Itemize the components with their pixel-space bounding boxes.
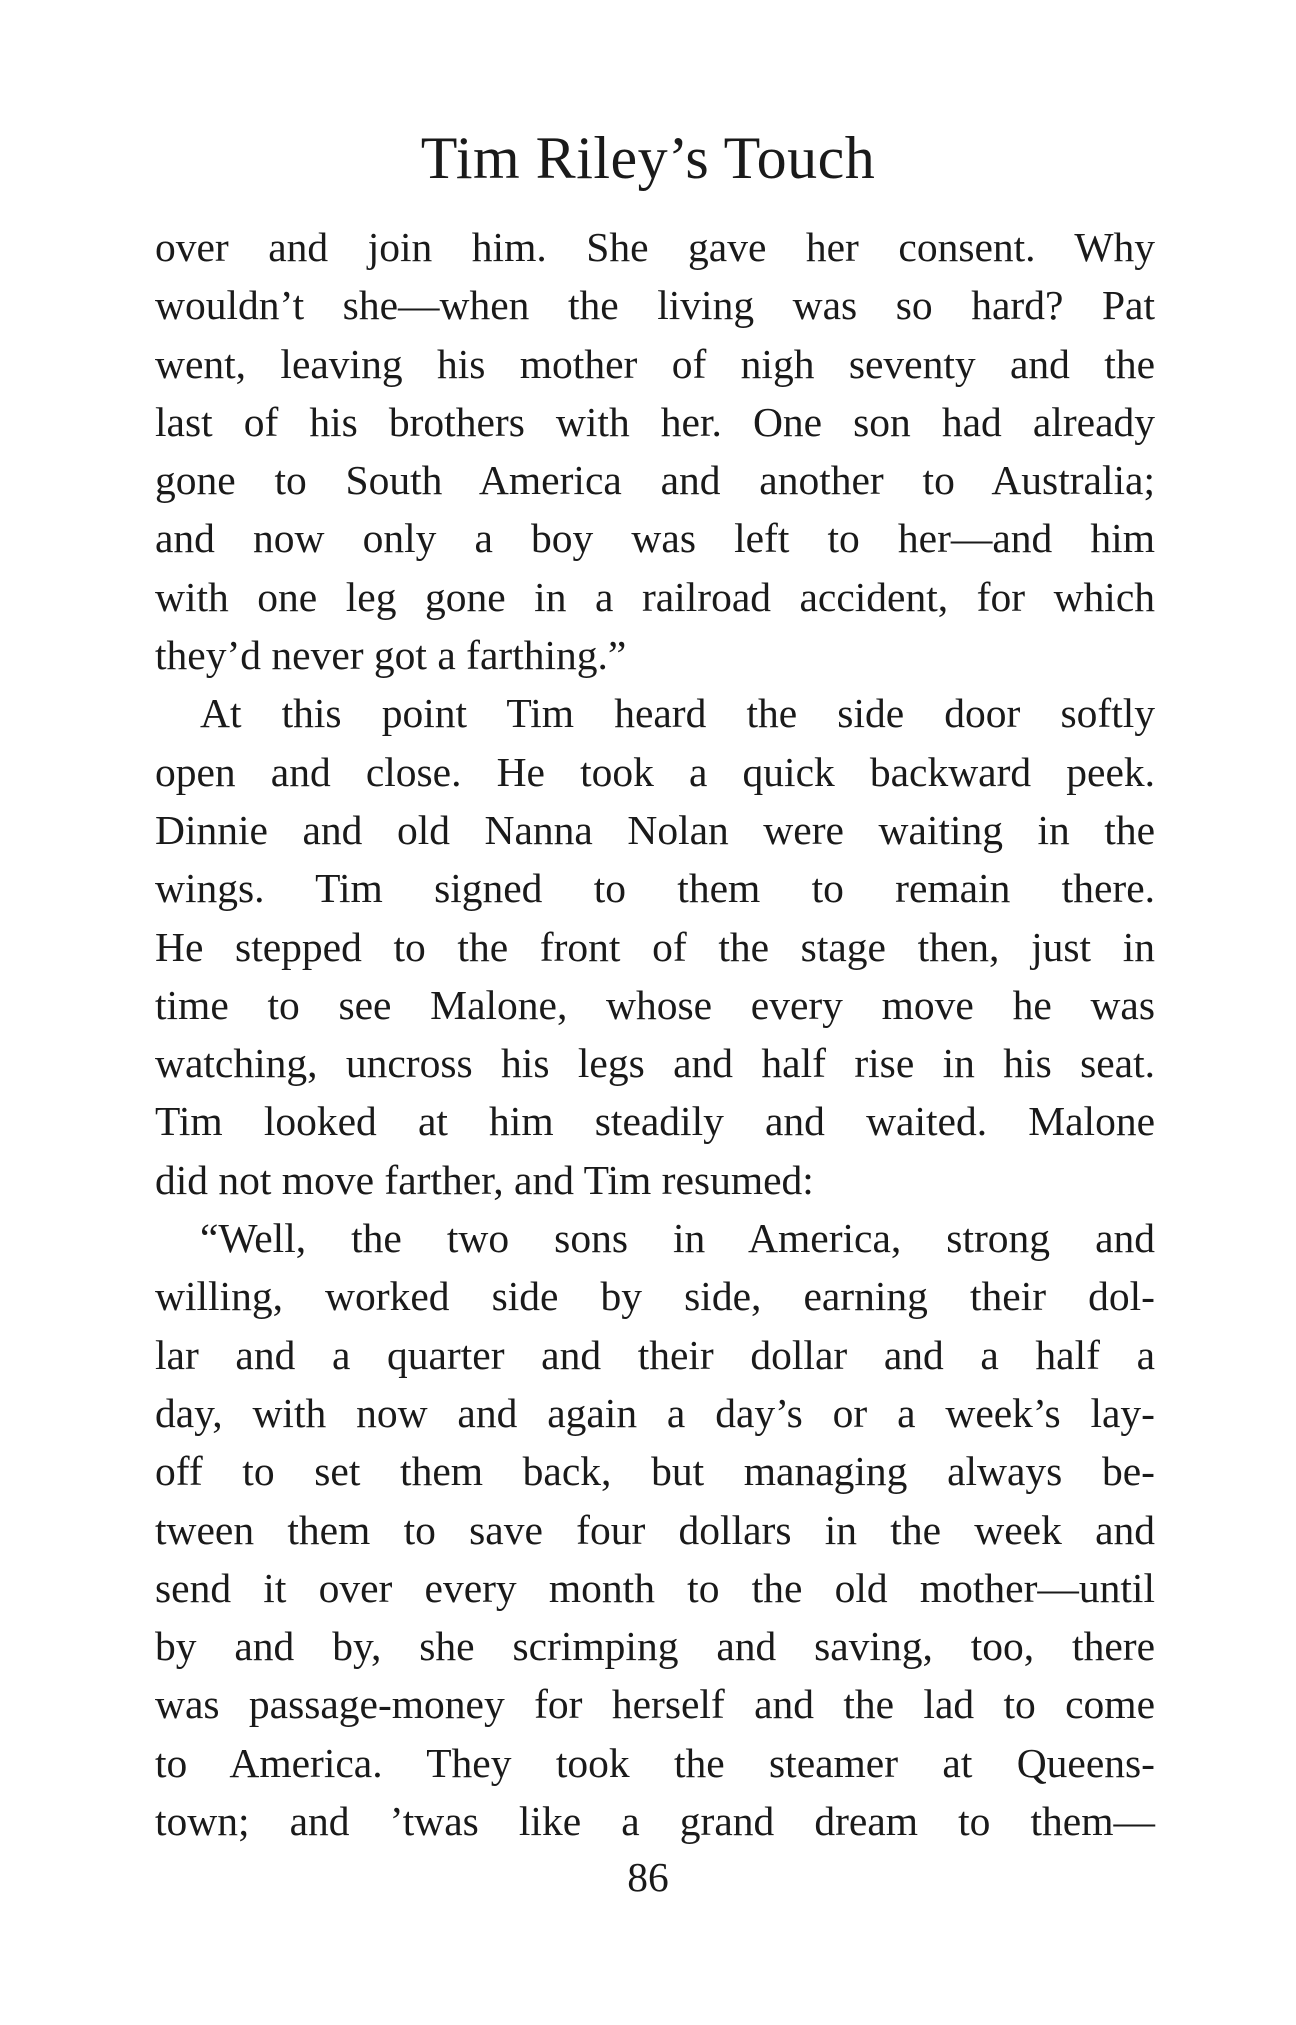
text-line: by and by, she scrimping and saving, too, there bbox=[155, 1623, 1155, 1670]
text-line: last of his brothers with her. One son had already bbox=[155, 398, 1155, 445]
text-line: and now only a boy was left to her—and him bbox=[155, 515, 1155, 562]
text-line: with one leg gone in a railroad accident, for which bbox=[155, 573, 1155, 620]
text-line: wouldn’t she—when the living was so hard? Pat bbox=[155, 282, 1155, 329]
text-line: over and join him. She gave her consent. Why bbox=[155, 224, 1155, 270]
text-line: lar and a quarter and their dollar and a half a bbox=[155, 1331, 1155, 1378]
text-line: At this point Tim heard the side door softly bbox=[200, 690, 1155, 737]
text-line: open and close. He took a quick backward peek. bbox=[155, 748, 1155, 795]
text-line: day, with now and again a day’s or a week’s lay- bbox=[155, 1389, 1155, 1436]
text-line: off to set them back, but managing always be- bbox=[155, 1448, 1155, 1495]
text-line: gone to South America and another to Australia; bbox=[155, 457, 1155, 504]
text-line: “Well, the two sons in America, strong and bbox=[200, 1215, 1155, 1262]
text-line: went, leaving his mother of nigh seventy and the bbox=[155, 340, 1155, 387]
text-line: did not move farther, and Tim resumed: bbox=[155, 1156, 814, 1203]
text-line: Dinnie and old Nanna Nolan were waiting in the bbox=[155, 806, 1155, 853]
text-line: to America. They took the steamer at Queens- bbox=[155, 1739, 1155, 1786]
body-text bbox=[155, 218, 1155, 1850]
text-line: willing, worked side by side, earning their dol- bbox=[155, 1273, 1155, 1320]
text-line: wings. Tim signed to them to remain there. bbox=[155, 865, 1155, 912]
page-number: 86 bbox=[627, 1854, 669, 1900]
text-line: time to see Malone, whose every move he was bbox=[155, 981, 1155, 1028]
text-line: send it over every month to the old mother—until bbox=[155, 1564, 1155, 1611]
running-title: Tim Riley’s Touch bbox=[420, 125, 876, 191]
text-line: He stepped to the front of the stage then, just in bbox=[155, 923, 1155, 970]
text-line: Tim looked at him steadily and waited. Malone bbox=[155, 1098, 1155, 1145]
text-line: tween them to save four dollars in the week and bbox=[155, 1506, 1155, 1553]
text-line: was passage-money for herself and the lad to come bbox=[155, 1681, 1155, 1728]
text-line: they’d never got a farthing.” bbox=[155, 632, 627, 679]
text-line: watching, uncross his legs and half rise in his seat. bbox=[155, 1040, 1155, 1087]
text-line: town; and ’twas like a grand dream to them— bbox=[155, 1798, 1155, 1845]
